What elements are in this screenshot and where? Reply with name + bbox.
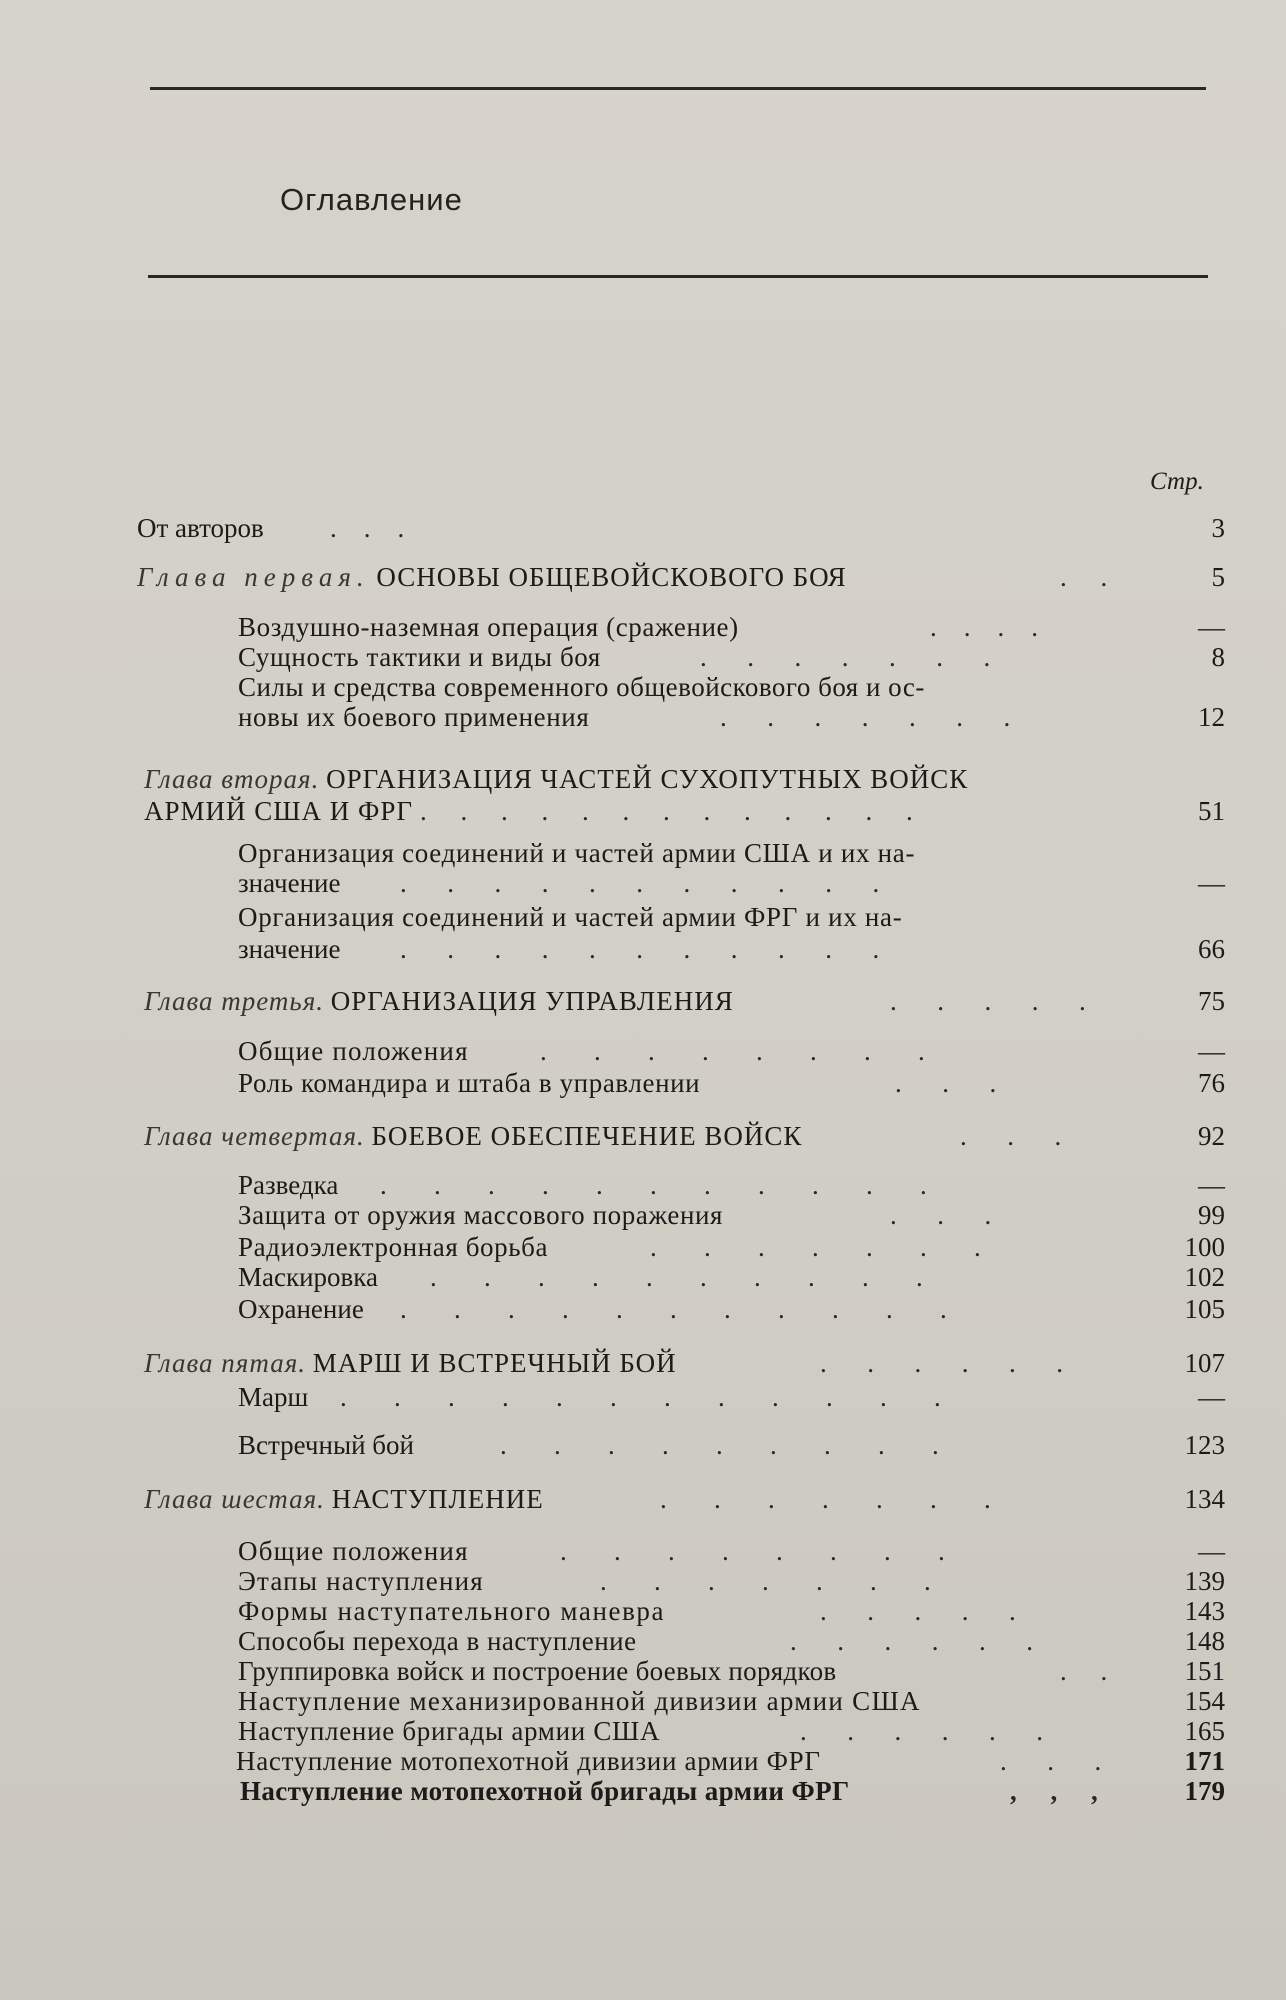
toc-entry-page: 8 <box>1211 642 1225 672</box>
leader-dots: . . . . . . <box>800 1716 1043 1746</box>
toc-entry-title: Воздушно-наземная операция (сражение) <box>238 612 739 642</box>
toc-entry-title: Общие положения <box>238 1036 469 1066</box>
toc-entry-title: Марш <box>238 1382 309 1412</box>
leader-dots: . . . . . . . . . . <box>430 1262 923 1292</box>
chapter-label: Глава первая. <box>137 562 370 592</box>
leader-dots: . . . <box>330 513 405 543</box>
toc-entry-page: 99 <box>1198 1200 1225 1230</box>
toc-entry-page: 179 <box>1184 1776 1225 1806</box>
chapter-title: БОЕВОЕ ОБЕСПЕЧЕНИЕ ВОЙСК <box>371 1121 803 1151</box>
toc-entry-page: 100 <box>1184 1232 1225 1262</box>
chapter-title-line2: АРМИЙ США И ФРГ <box>144 796 413 826</box>
chapter-label: Глава четвертая. <box>144 1121 365 1151</box>
toc-entry-page: 3 <box>1211 513 1225 543</box>
leader-dots: . . . . . . . . <box>540 1036 925 1066</box>
toc-entry-page: — <box>1198 1036 1225 1066</box>
toc-entry-title: Охранение <box>238 1294 364 1324</box>
toc-entry-page: 12 <box>1198 702 1225 732</box>
leader-dots: . . <box>1060 562 1108 592</box>
leader-dots: . . . . . . . <box>720 702 1011 732</box>
toc-entry-title: Группировка войск и построение боевых порядков <box>238 1656 837 1686</box>
leader-dots: . . . . . . . . . . . . . <box>420 796 913 826</box>
leader-dots: . . . . . . . <box>650 1232 981 1262</box>
toc-entry-title: Наступление механизированной дивизии армии США <box>238 1686 921 1716</box>
toc-entry-title-line2: значение <box>238 934 341 964</box>
toc-entry-page: — <box>1198 1536 1225 1566</box>
toc-entry-page: 165 <box>1184 1716 1225 1746</box>
toc-entry-title: Роль командира и штаба в управлении <box>238 1068 701 1098</box>
toc-entry-title: От авторов <box>137 513 264 543</box>
toc-entry-title: Разведка <box>238 1170 339 1200</box>
chapter-title: МАРШ И ВСТРЕЧНЫЙ БОЙ <box>312 1348 677 1378</box>
toc-entry-page: 123 <box>1184 1430 1225 1460</box>
toc-entry-page: 154 <box>1184 1686 1225 1716</box>
leader-dots: . . . . . . . . . . . . <box>340 1382 941 1412</box>
toc-entry-title-line2: новы их боевого применения <box>238 702 590 732</box>
toc-entry-title: Общие положения <box>238 1536 469 1566</box>
toc-entry-page: 76 <box>1198 1068 1225 1098</box>
toc-entry-title: Наступление мотопехотной дивизии армии ФРГ <box>236 1746 821 1776</box>
toc-entry-page: 171 <box>1184 1746 1225 1776</box>
leader-dots: . . . . . . . . . . . <box>400 1294 947 1324</box>
toc-entry-title: Наступление мотопехотной бригады армии ФРГ <box>240 1776 850 1806</box>
toc-entry-page: 75 <box>1198 986 1225 1016</box>
toc-entry-page: 105 <box>1184 1294 1225 1324</box>
toc-entry-title: Защита от оружия массового поражения <box>238 1200 724 1230</box>
toc-entry-page: — <box>1198 612 1225 642</box>
toc-entry-title: Организация соединений и частей армии США и их на- <box>238 838 916 868</box>
toc-entry-title: Наступление бригады армии США <box>238 1716 661 1746</box>
toc-entry-page: 139 <box>1184 1566 1225 1596</box>
toc-entry-page: — <box>1198 1382 1225 1412</box>
leader-dots: . . . . . . . . . . . <box>380 1170 927 1200</box>
toc-entry-title: Способы перехода в наступление <box>238 1626 637 1656</box>
toc-entry-page: 107 <box>1184 1348 1225 1378</box>
leader-dots: . . . . <box>930 612 1038 642</box>
leader-dots: . . . . . . . <box>660 1484 991 1514</box>
toc-entry-title: Силы и средства современного общевойскового боя и ос- <box>238 672 925 702</box>
page-column-label: Стр. <box>1150 468 1204 495</box>
toc-entry-title: Формы наступательного маневра <box>238 1596 666 1626</box>
leader-dots: . . . . . <box>820 1596 1016 1626</box>
chapter-label: Глава вторая. <box>144 764 320 794</box>
leader-dots: , , , <box>1010 1776 1098 1806</box>
toc-entry-page: — <box>1198 1170 1225 1200</box>
toc-entry-page: 66 <box>1198 934 1225 964</box>
leader-dots: . . . . . . . . . . . <box>400 934 880 964</box>
chapter-label: Глава пятая. <box>144 1348 306 1378</box>
leader-dots: . . . . . . <box>820 1348 1063 1378</box>
leader-dots: . . . <box>890 1200 992 1230</box>
toc-entry-page: 51 <box>1198 796 1225 826</box>
toc-entry-page: 151 <box>1184 1656 1225 1686</box>
leader-dots: . . . <box>895 1068 997 1098</box>
leader-dots: . . . . . . . . . . . <box>400 868 880 898</box>
toc-entry-title: Встречный бой <box>238 1430 414 1460</box>
toc-entry-title: Маскировка <box>238 1262 378 1292</box>
chapter-title: ОРГАНИЗАЦИЯ УПРАВЛЕНИЯ <box>330 986 734 1016</box>
leader-dots: . . . <box>960 1121 1062 1151</box>
leader-dots: . . . . . . . <box>600 1566 931 1596</box>
toc-entry-page: 143 <box>1184 1596 1225 1626</box>
page-title: Оглавление <box>280 182 463 217</box>
toc-entry-page: 5 <box>1211 562 1225 592</box>
leader-dots: . . . . . . . . . <box>500 1430 939 1460</box>
chapter-title: ОСНОВЫ ОБЩЕВОЙСКОВОГО БОЯ <box>376 562 847 592</box>
top-rule <box>150 87 1206 90</box>
toc-entry-page: 92 <box>1198 1121 1225 1151</box>
leader-dots: . . <box>1060 1656 1108 1686</box>
toc-entry-page: 102 <box>1184 1262 1225 1292</box>
chapter-label: Глава третья. <box>144 986 325 1016</box>
leader-dots: . . . . . . . . <box>560 1536 945 1566</box>
toc-entry-title: Радиоэлектронная борьба <box>238 1232 549 1262</box>
toc-entry-page: 134 <box>1184 1484 1225 1514</box>
leader-dots: . . . <box>1000 1746 1102 1776</box>
toc-entry-title: Организация соединений и частей армии ФРГ и их на- <box>238 902 903 932</box>
toc-entry-page: 148 <box>1184 1626 1225 1656</box>
leader-dots: . . . . . . . <box>700 642 991 672</box>
chapter-label: Глава шестая. <box>144 1484 325 1514</box>
chapter-title: ОРГАНИЗАЦИЯ ЧАСТЕЙ СУХОПУТНЫХ ВОЙСК <box>326 764 969 794</box>
toc-entry-title: Сущность тактики и виды боя <box>238 642 601 672</box>
toc-entry-title: Этапы наступления <box>238 1566 484 1596</box>
bottom-rule <box>148 275 1208 278</box>
toc-entry-title-line2: значение <box>238 868 341 898</box>
chapter-title: НАСТУПЛЕНИЕ <box>331 1484 544 1514</box>
leader-dots: . . . . . . <box>790 1626 1033 1656</box>
toc-entry-page: — <box>1198 868 1225 898</box>
leader-dots: . . . . . <box>890 986 1086 1016</box>
